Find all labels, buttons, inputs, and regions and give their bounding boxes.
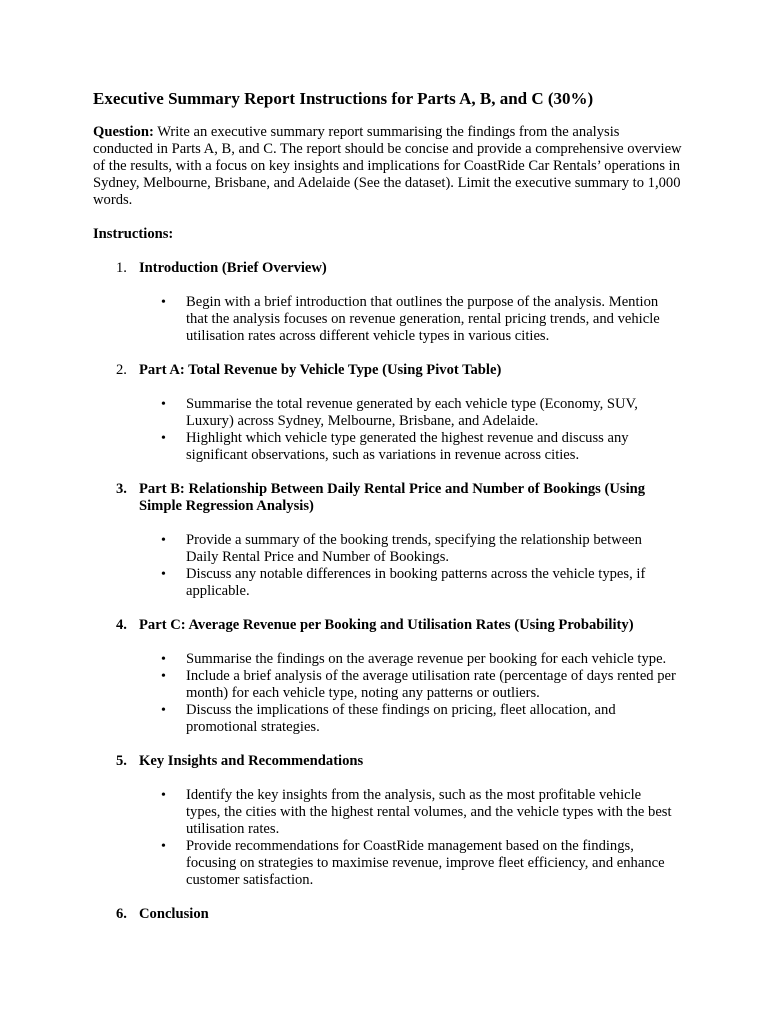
section-number: 3. <box>116 481 127 497</box>
section-key-insights <box>93 753 683 889</box>
section-number: 5. <box>116 753 127 769</box>
section-number: 1. <box>116 260 127 276</box>
question-text: Write an executive summary report summarising the findings from the analysis conducted in Parts A, B, and C. The report should be concise and provide a comprehensive overview of the results, with a focus on key insights and implications for CoastRide Car Rentals’ operations in Sydney, Melbourne, Brisbane, and Adelaide (See the dataset). Limit the executive summary to 1,000 words. <box>93 124 682 208</box>
bullet-icon: • <box>161 669 166 684</box>
list-item <box>93 566 676 600</box>
bullet-text: Summarise the total revenue generated by each vehicle type (Economy, SUV, Luxury) across Sydney, Melbourne, Brisbane, and Adelaide. <box>186 396 638 429</box>
instructions-list <box>93 260 683 923</box>
bullet-list <box>93 294 683 345</box>
section-title: Conclusion <box>139 906 209 922</box>
bullet-icon: • <box>161 397 166 412</box>
list-item <box>93 430 676 464</box>
question-label: Question: <box>93 124 154 140</box>
bullet-icon: • <box>161 567 166 582</box>
list-item <box>93 668 676 702</box>
bullet-list <box>93 651 683 736</box>
document-page <box>93 88 683 940</box>
section-title: Introduction (Brief Overview) <box>139 260 327 276</box>
section-title: Part B: Relationship Between Daily Rental Price and Number of Bookings (Using Simple Regression Analysis) <box>139 481 646 514</box>
list-item <box>93 532 676 566</box>
section-part-c <box>93 617 683 736</box>
section-number: 6. <box>116 906 127 922</box>
list-item <box>93 702 676 736</box>
list-item <box>93 787 676 838</box>
bullet-text: Discuss the implications of these findings on pricing, fleet allocation, and promotional strategies. <box>186 702 616 735</box>
bullet-icon: • <box>161 431 166 446</box>
section-title: Part A: Total Revenue by Vehicle Type (Using Pivot Table) <box>139 362 502 378</box>
section-part-b <box>93 481 683 600</box>
section-conclusion <box>93 906 683 923</box>
bullet-icon: • <box>161 533 166 548</box>
bullet-text: Begin with a brief introduction that outlines the purpose of the analysis. Mention that the analysis focuses on revenue generation, rental pricing trends, and vehicle utilisation rates across different vehicle types in various cities. <box>186 294 660 344</box>
instructions-heading: Instructions: <box>93 226 174 242</box>
question-paragraph <box>93 124 683 209</box>
bullet-list <box>93 532 683 600</box>
bullet-icon: • <box>161 788 166 803</box>
section-introduction <box>93 260 683 345</box>
section-number: 2. <box>116 362 127 378</box>
bullet-icon: • <box>161 839 166 854</box>
bullet-text: Identify the key insights from the analysis, such as the most profitable vehicle types, the cities with the highest rental volumes, and the vehicle types with the best utilisation rates. <box>186 787 672 837</box>
bullet-icon: • <box>161 295 166 310</box>
section-number: 4. <box>116 617 127 633</box>
list-item <box>93 396 676 430</box>
bullet-text: Provide recommendations for CoastRide management based on the findings, focusing on strategies to maximise revenue, improve fleet efficiency, and enhance customer satisfaction. <box>186 838 665 888</box>
list-item <box>93 651 676 668</box>
bullet-text: Summarise the findings on the average revenue per booking for each vehicle type. <box>186 651 667 667</box>
section-title: Part C: Average Revenue per Booking and Utilisation Rates (Using Probability) <box>139 617 634 633</box>
bullet-text: Discuss any notable differences in booking patterns across the vehicle types, if applicable. <box>186 566 646 599</box>
section-title: Key Insights and Recommendations <box>139 753 364 769</box>
bullet-text: Include a brief analysis of the average utilisation rate (percentage of days rented per month) for each vehicle type, noting any patterns or outliers. <box>186 668 676 701</box>
bullet-list <box>93 787 683 889</box>
bullet-icon: • <box>161 652 166 667</box>
bullet-icon: • <box>161 703 166 718</box>
list-item <box>93 294 676 345</box>
section-part-a <box>93 362 683 464</box>
document-title: Executive Summary Report Instructions for Parts A, B, and C (30%) <box>93 89 594 108</box>
bullet-text: Highlight which vehicle type generated the highest revenue and discuss any significant observations, such as variations in revenue across cities. <box>186 430 629 463</box>
list-item <box>93 838 676 889</box>
bullet-text: Provide a summary of the booking trends, specifying the relationship between Daily Rental Price and Number of Bookings. <box>186 532 642 565</box>
bullet-list <box>93 396 683 464</box>
